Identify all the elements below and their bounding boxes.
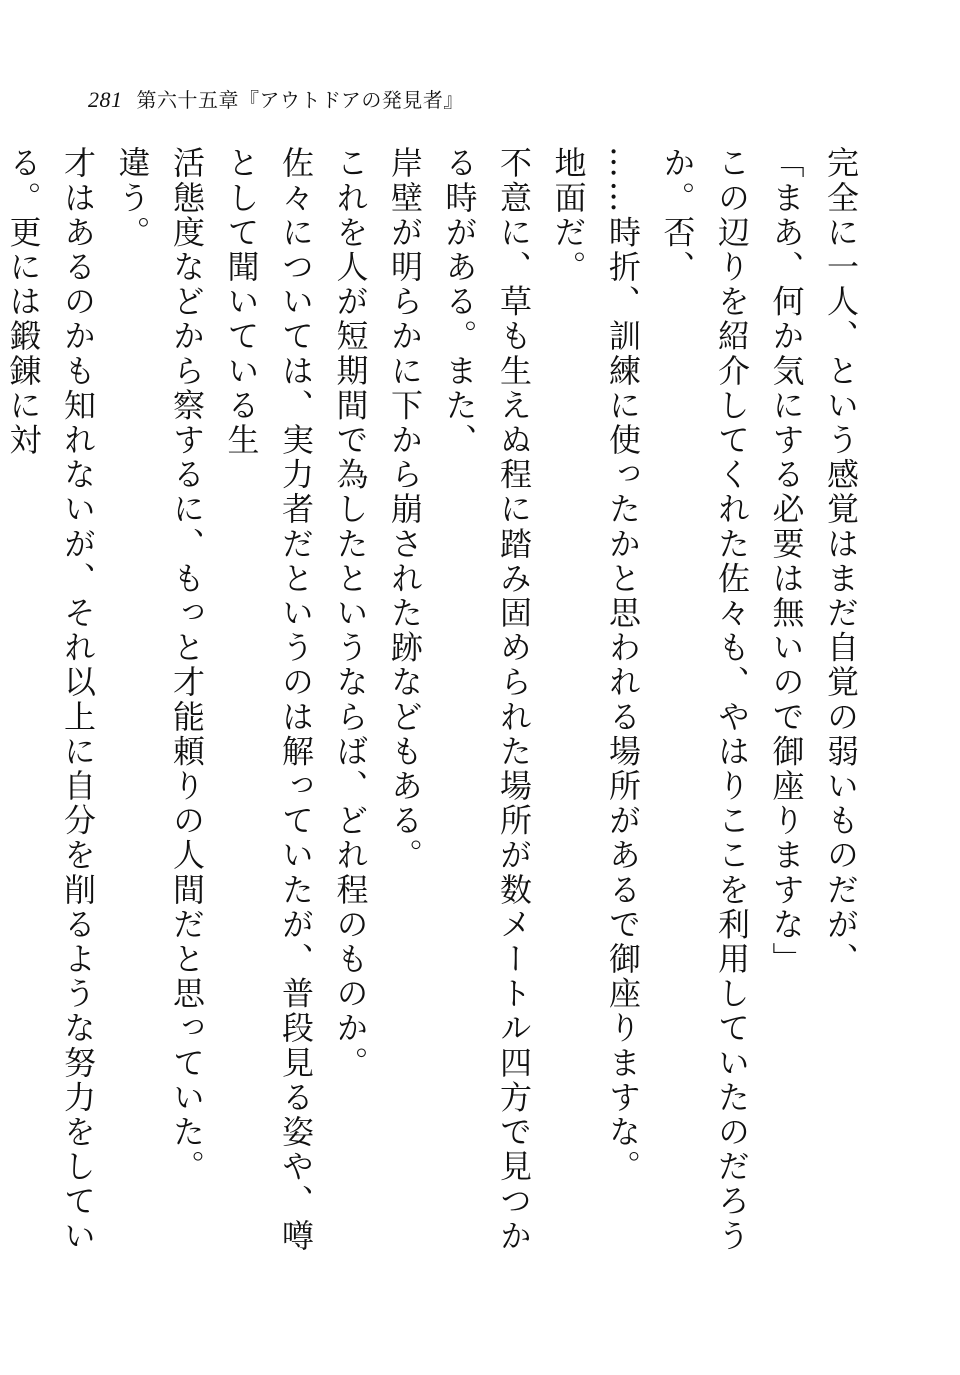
vertical-body-text [4, 146, 868, 1276]
text-line: この辺りを紹介してくれた佐々も、やはりここを利用していたのだろうか。否、 [658, 146, 751, 1254]
chapter-title: 第六十五章『アウトドアの発見者』 [136, 88, 464, 112]
text-line: ……時折、訓練に使ったかと思われる場所があるで御座りますな。 [604, 146, 642, 1184]
page-header [88, 84, 464, 118]
text-line: 岸壁が明らかに下から崩された跡などもある。 [386, 146, 424, 873]
text-line: 「まあ、何か気にする必要は無いので御座りますな」 [767, 146, 806, 977]
text-line: 地面だ。 [549, 146, 588, 285]
text-line: 完全に一人、という感覚はまだ自覚の弱いものだが、 [822, 146, 860, 977]
text-line: 活態度などから察するに、もっと才能頼りの人間だと思っていた。 [168, 146, 206, 1184]
page-number: 281 [88, 87, 123, 112]
text-line: これを人が短期間で為したというならば、どれ程のものか。 [331, 146, 370, 1081]
text-line: 才はあるのかも知れないが、それ以上に自分を削るような努力をしている。更には鍛錬に対 [4, 146, 97, 1254]
text-line: 不意に、草も生えぬ程に踏み固められた場所が数メートル四方で見つかる時がある。また、 [440, 146, 533, 1254]
text-line: 違う。 [113, 146, 152, 250]
text-line: 佐々については、実力者だというのは解っていたが、普段見る姿や、噂として聞いている生 [222, 146, 315, 1254]
